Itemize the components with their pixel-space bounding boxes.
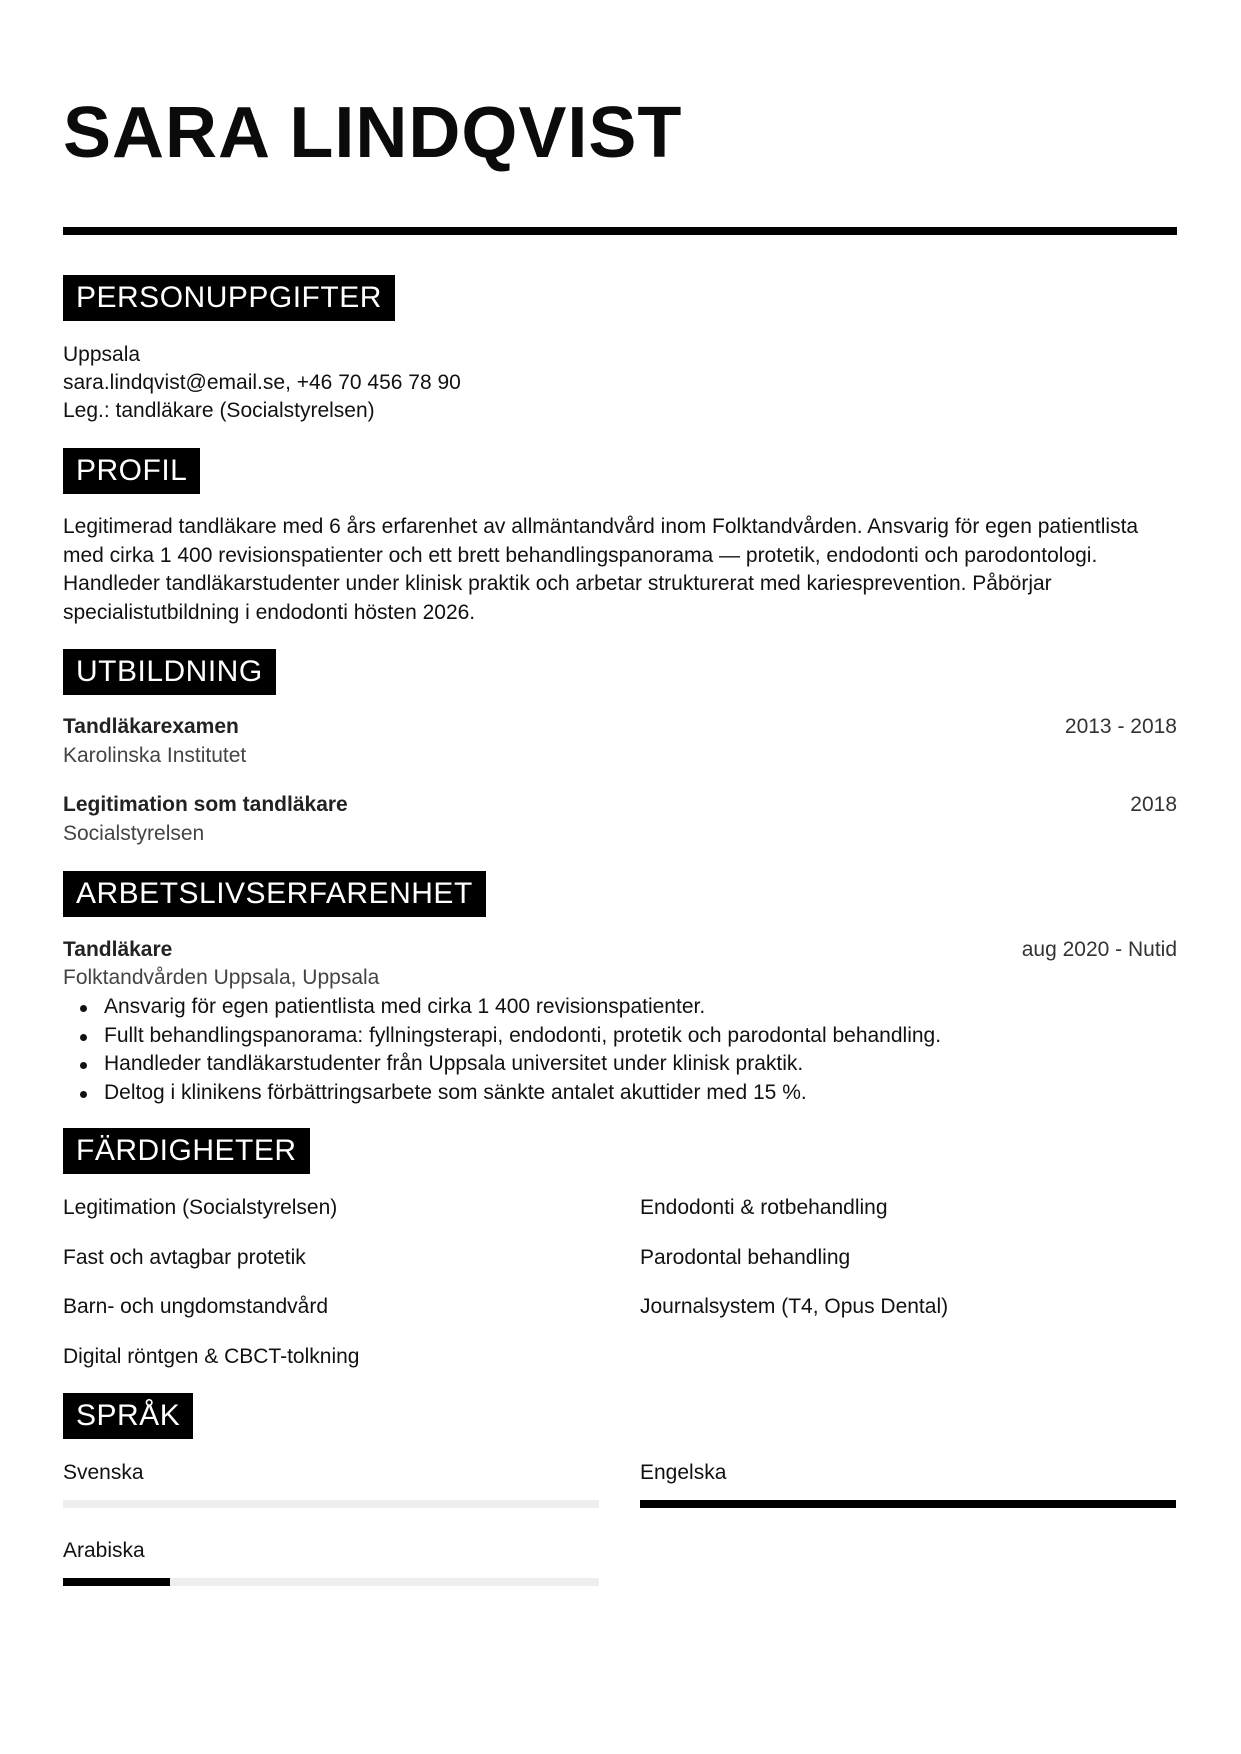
list-item: Handleder tandläkarstudenter från Uppsala universitet under klinisk praktik.: [63, 1050, 941, 1079]
skill-item: Journalsystem (T4, Opus Dental): [640, 1295, 949, 1318]
language-level-fill: [63, 1578, 170, 1586]
language-name: Svenska: [63, 1461, 144, 1484]
job-date: aug 2020 - Nutid: [1021, 938, 1177, 961]
list-item: Deltog i klinikens förbättringsarbete som sänkte antalet akuttider med 15 %.: [63, 1079, 941, 1108]
personal-contact: sara.lindqvist@email.se, +46 70 456 78 90: [63, 371, 461, 394]
section-heading-personal: PERSONUPPGIFTER: [63, 275, 395, 321]
education-title: Tandläkarexamen: [63, 715, 239, 738]
section-heading-education: UTBILDNING: [63, 649, 276, 695]
skill-item: Digital röntgen & CBCT-tolkning: [63, 1345, 360, 1368]
language-level-bar: [640, 1500, 1176, 1508]
skill-item: Barn- och ungdomstandvård: [63, 1295, 328, 1318]
language-level-bar: [63, 1500, 599, 1508]
profile-text: Legitimerad tandläkare med 6 års erfarenhet av allmäntandvård inom Folktandvården. Ansvarig för egen patientlista med cirka 1 400 revisionspatienter och ett brett behandlingspanorama — protetik, endodonti och parodontologi. Handleder tandläkarstudenter under klinisk praktik och arbetar strukturerat med kariesprevention. Påbörjar specialistutbildning i endodonti hösten 2026.: [63, 515, 1139, 624]
section-heading-experience: ARBETSLIVSERFARENHET: [63, 871, 486, 917]
education-title: Legitimation som tandläkare: [63, 793, 348, 816]
education-place: Karolinska Institutet: [63, 744, 247, 767]
section-heading-profile: PROFIL: [63, 448, 200, 494]
skill-item: Fast och avtagbar protetik: [63, 1246, 306, 1269]
education-date: 2013 - 2018: [1064, 715, 1177, 738]
education-date: 2018: [1130, 793, 1177, 816]
language-level-fill: [640, 1500, 1176, 1508]
candidate-name: SARA LINDQVIST: [63, 93, 683, 173]
list-item: Fullt behandlingspanorama: fyllningsterapi, endodonti, protetik och parodontal behandling.: [63, 1022, 941, 1051]
section-heading-languages: SPRÅK: [63, 1393, 193, 1439]
language-level-bar: [63, 1578, 599, 1586]
skill-item: Endodonti & rotbehandling: [640, 1196, 888, 1219]
language-name: Engelska: [640, 1461, 727, 1484]
job-title: Tandläkare: [63, 938, 173, 961]
personal-license: Leg.: tandläkare (Socialstyrelsen): [63, 399, 375, 422]
header-divider: [63, 227, 1177, 235]
education-place: Socialstyrelsen: [63, 822, 205, 845]
section-heading-skills: FÄRDIGHETER: [63, 1128, 310, 1174]
job-bullets: [63, 993, 941, 1107]
job-employer: Folktandvården Uppsala, Uppsala: [63, 966, 380, 989]
list-item: Ansvarig för egen patientlista med cirka 1 400 revisionspatienter.: [63, 993, 941, 1022]
language-name: Arabiska: [63, 1539, 145, 1562]
skill-item: Legitimation (Socialstyrelsen): [63, 1196, 338, 1219]
skill-item: Parodontal behandling: [640, 1246, 851, 1269]
personal-city: Uppsala: [63, 343, 141, 366]
